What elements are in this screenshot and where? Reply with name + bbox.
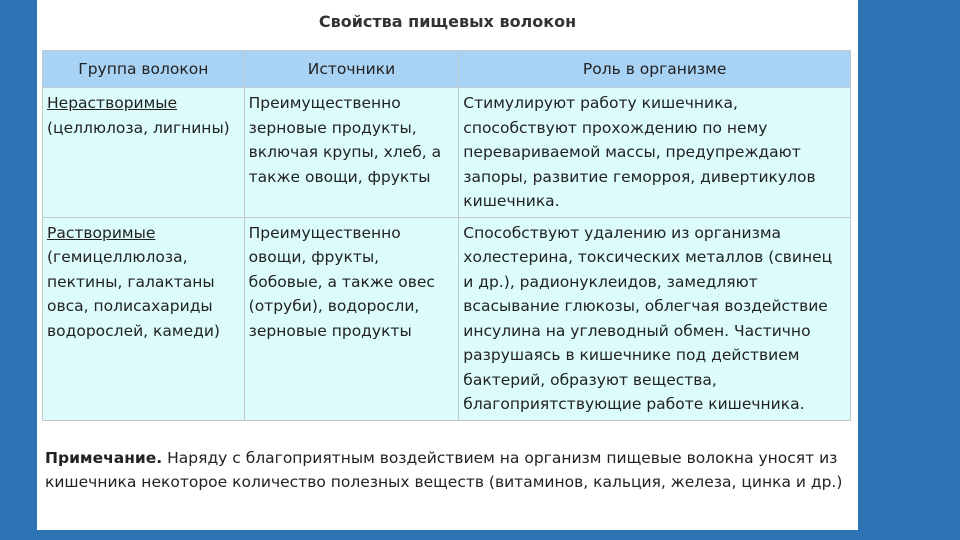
group-cell	[43, 88, 245, 218]
group-detail: (целлюлоза, лигнины)	[47, 118, 230, 137]
role-cell: Способствуют удалению из организма холестерина, токсических металлов (свинец и др.), радионуклеидов, замедляют всасывание глюкозы, облегчая воздействие инсулина на углеводный обмен. Частично разрушаясь в кишечнике под действием бактерий, образуют вещества, благоприятствующие работе кишечника.	[459, 217, 851, 420]
table-row	[43, 217, 851, 420]
sources-cell: Преимущественно овощи, фрукты, бобовые, а также овес (отруби), водоросли, зерновые продукты	[244, 217, 459, 420]
note-label: Примечание.	[45, 449, 163, 467]
group-detail: (гемицеллюлоза, пектины, галактаны овса, полисахариды водорослей, камеди)	[47, 248, 220, 340]
group-cell	[43, 217, 245, 420]
column-header-role: Роль в организме	[459, 51, 851, 88]
table-header-row	[43, 51, 851, 88]
column-header-sources: Источники	[244, 51, 459, 88]
footnote	[45, 446, 850, 494]
column-header-group: Группа волокон	[43, 51, 245, 88]
table-row	[43, 88, 851, 218]
note-text: Наряду с благоприятным воздействием на организм пищевые волокна уносят из кишечника некоторое количество полезных веществ (витаминов, кальция, железа, цинка и др.)	[45, 449, 843, 491]
group-name: Растворимые	[47, 223, 156, 242]
sources-cell: Преимущественно зерновые продукты, включая крупы, хлеб, а также овощи, фрукты	[244, 88, 459, 218]
page-title: Свойства пищевых волокон	[318, 12, 577, 31]
fibers-table	[42, 50, 851, 421]
role-cell: Стимулируют работу кишечника, способствуют прохождению по нему перевариваемой массы, предупреждают запоры, развитие геморроя, дивертикулов кишечника.	[459, 88, 851, 218]
group-name: Нерастворимые	[47, 94, 178, 112]
